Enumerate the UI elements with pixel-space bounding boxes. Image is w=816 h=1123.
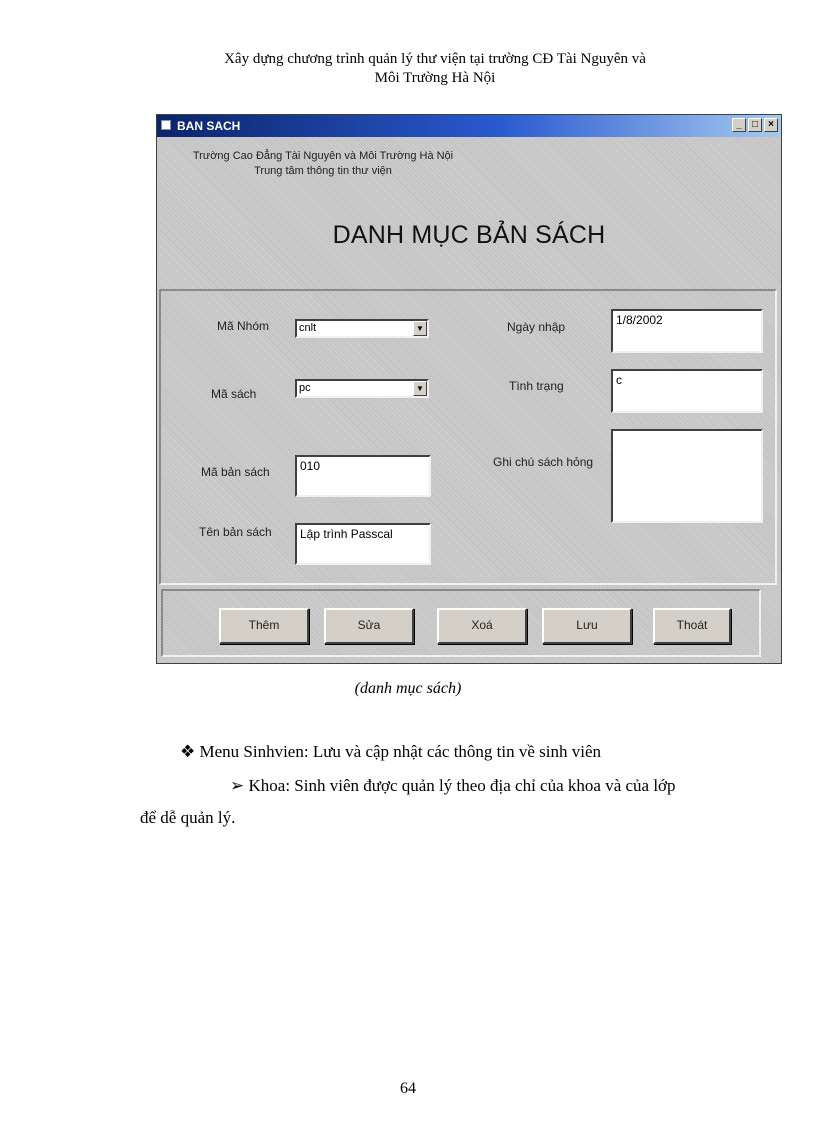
document-header-line2: Môi Trường Hà Nội xyxy=(374,70,496,86)
organization-header xyxy=(173,149,473,179)
ngay-nhap-field[interactable]: 1/8/2002 xyxy=(611,309,763,353)
organization-department: Trung tâm thông tin thư viện xyxy=(254,165,392,177)
ma-ban-sach-field[interactable]: 010 xyxy=(295,455,431,497)
page-number: 64 xyxy=(400,1080,416,1097)
window-titlebar[interactable] xyxy=(157,115,781,137)
ma-nhom-label: Mã Nhóm xyxy=(217,319,270,333)
thoat-button[interactable]: Thoát xyxy=(653,608,731,644)
ghi-chu-field[interactable] xyxy=(611,429,763,523)
ban-sach-window xyxy=(156,114,782,664)
document-header xyxy=(150,50,720,88)
figure-caption: (danh mục sách) xyxy=(354,680,462,697)
ma-sach-label: Mã sách xyxy=(211,387,257,401)
ma-nhom-value: cnlt xyxy=(299,322,317,334)
xoa-button[interactable]: Xoá xyxy=(437,608,527,644)
form-title: DANH MỤC BẢN SÁCH xyxy=(332,221,606,249)
tinh-trang-field[interactable]: c xyxy=(611,369,763,413)
ma-sach-value: pc xyxy=(299,382,311,394)
document-header-line1: Xây dựng chương trình quản lý thư viện tại trường CĐ Tài Nguyên và xyxy=(224,51,646,67)
ma-nhom-select[interactable] xyxy=(295,319,429,338)
bullet-khoa: ➢ Khoa: Sinh viên được quản lý theo địa chỉ của khoa và của lớp xyxy=(230,776,676,795)
maximize-button[interactable]: □ xyxy=(748,118,762,132)
luu-button[interactable]: Lưu xyxy=(542,608,632,644)
window-title: BAN SACH xyxy=(177,119,241,133)
ten-ban-sach-field[interactable]: Lập trình Passcal xyxy=(295,523,431,565)
minimize-button[interactable]: _ xyxy=(732,118,746,132)
bullet-menu-sinhvien: ❖ Menu Sinhvien: Lưu và cập nhật các thông tin về sinh viên xyxy=(180,742,602,761)
paragraph-continuation: để dễ quản lý. xyxy=(140,808,236,827)
ngay-nhap-label: Ngày nhập xyxy=(507,320,566,334)
chevron-down-icon[interactable]: ▼ xyxy=(413,381,427,396)
chevron-down-icon[interactable]: ▼ xyxy=(413,321,427,336)
ten-ban-sach-label: Tên bản sách xyxy=(199,525,272,539)
ma-ban-sach-label: Mã bản sách xyxy=(201,465,270,479)
ma-sach-select[interactable] xyxy=(295,379,429,398)
organization-name: Trường Cao Đẳng Tài Nguyên và Môi Trường Hà Nội xyxy=(192,150,454,162)
close-button[interactable]: × xyxy=(764,118,778,132)
ghi-chu-label: Ghi chú sách hỏng xyxy=(493,455,594,469)
them-button[interactable]: Thêm xyxy=(219,608,309,644)
sua-button[interactable]: Sửa xyxy=(324,608,414,644)
tinh-trang-label: Tình trạng xyxy=(509,379,564,393)
app-icon xyxy=(161,120,171,130)
